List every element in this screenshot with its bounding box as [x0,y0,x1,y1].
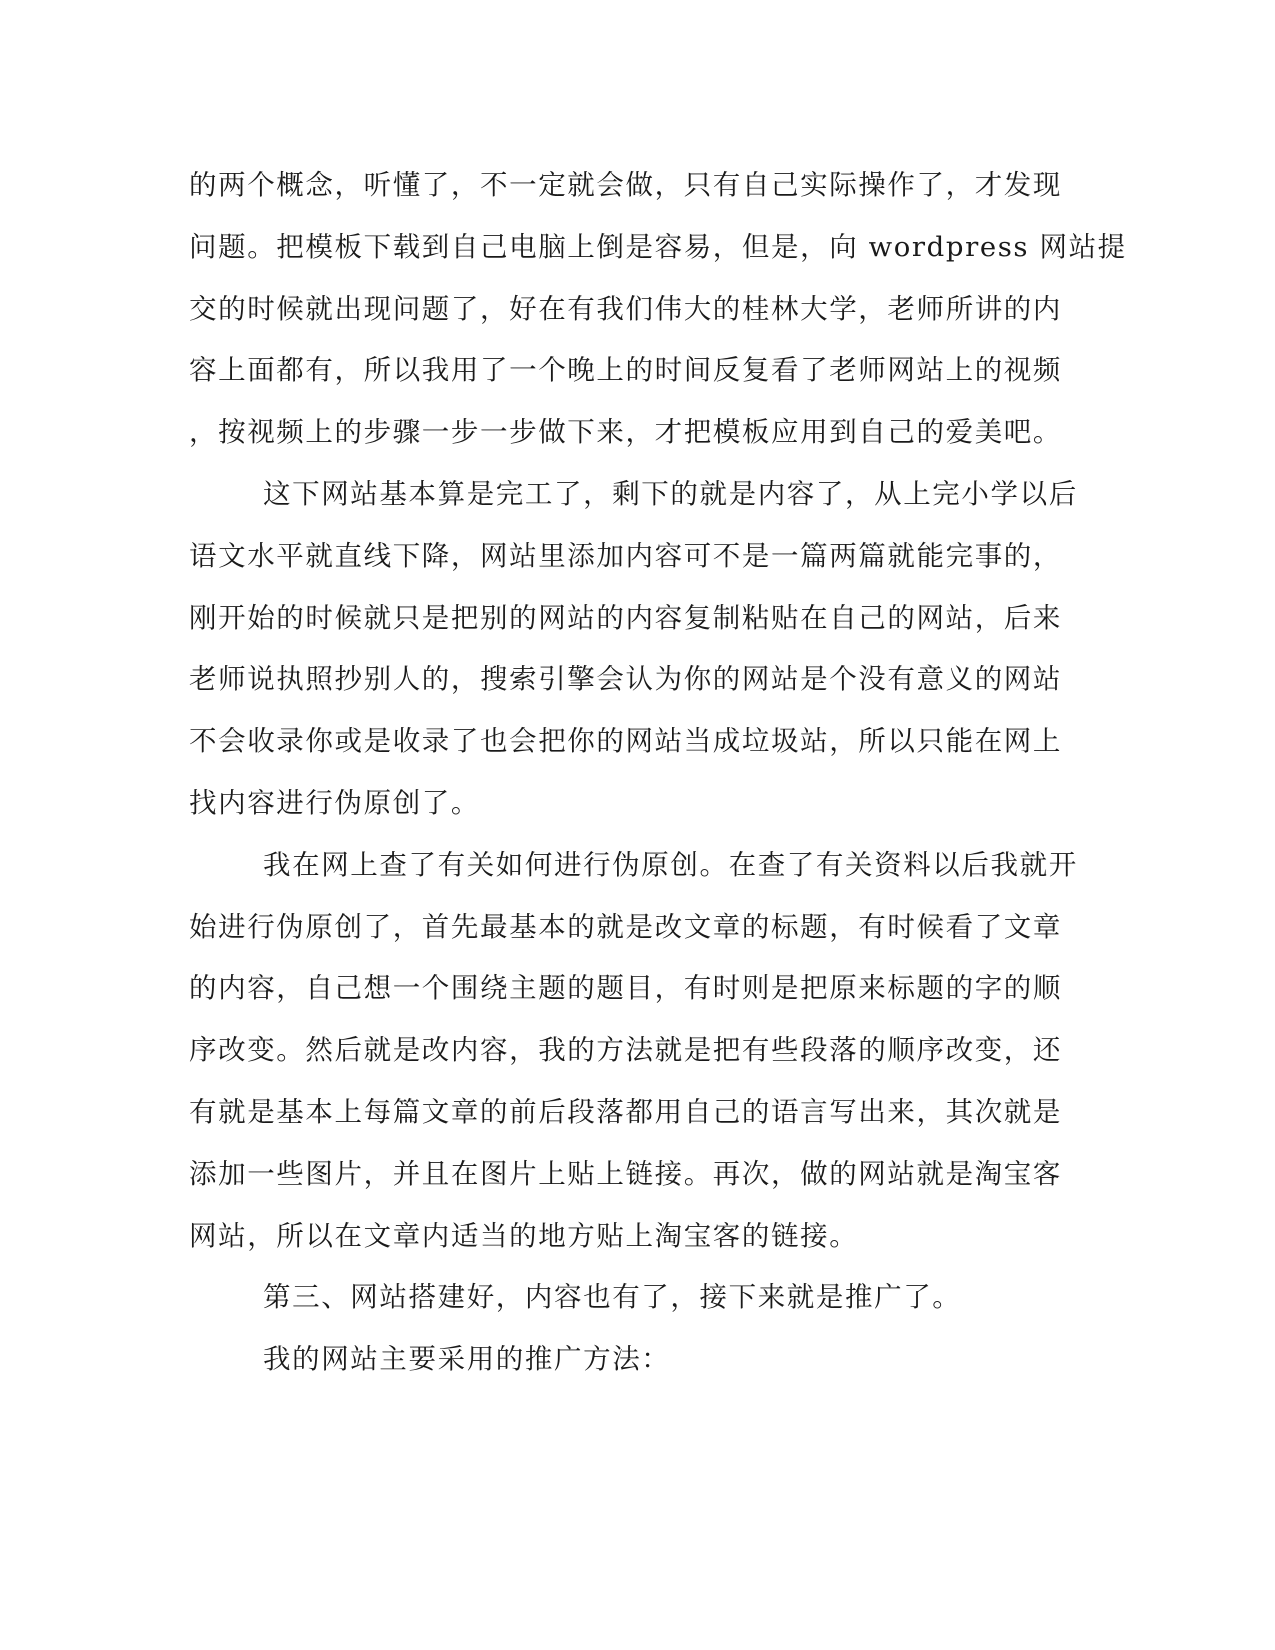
text-line: 序改变。然后就是改内容，我的方法就是把有些段落的顺序改变，还 [189,1034,1062,1067]
text-line: 刚开始的时候就只是把别的网站的内容复制粘贴在自己的网站，后来 [189,601,1062,634]
text-line: ，按视频上的步骤一步一步做下来，才把模板应用到自己的爱美吧。 [189,416,1062,449]
text-line: 添加一些图片，并且在图片上贴上链接。再次，做的网站就是淘宝客 [189,1157,1062,1190]
text-line: 始进行伪原创了，首先最基本的就是改文章的标题，有时候看了文章 [189,910,1062,943]
paragraph-first-line: 我在网上查了有关如何进行伪原创。在查了有关资料以后我就开 [263,848,1078,881]
body-text [189,155,1127,1391]
text-line: 老师说执照抄别人的，搜索引擎会认为你的网站是个没有意义的网站 [189,663,1062,696]
text-line: 交的时候就出现问题了，好在有我们伟大的桂林大学，老师所讲的内 [189,292,1062,325]
text-line: 找内容进行伪原创了。 [189,786,480,819]
text-line: 的两个概念，听懂了，不一定就会做，只有自己实际操作了，才发现 [189,169,1062,201]
paragraph-first-line: 我的网站主要采用的推广方法： [263,1343,671,1376]
paragraph-first-line: 这下网站基本算是完工了，剩下的就是内容了，从上完小学以后 [263,477,1078,510]
text-line: 问题。把模板下载到自己电脑上倒是容易，但是，向 wordpress 网站提 [189,230,1127,263]
text-line: 不会收录你或是收录了也会把你的网站当成垃圾站，所以只能在网上 [189,725,1062,758]
text-line: 有就是基本上每篇文章的前后段落都用自己的语言写出来，其次就是 [189,1095,1062,1128]
text-line: 容上面都有，所以我用了一个晚上的时间反复看了老师网站上的视频 [189,354,1062,387]
text-line: 的内容，自己想一个围绕主题的题目，有时则是把原来标题的字的顺 [189,972,1062,1005]
text-line: 语文水平就直线下降，网站里添加内容可不是一篇两篇就能完事的， [189,539,1062,572]
section-heading-line: 第三、网站搭建好，内容也有了，接下来就是推广了。 [263,1281,962,1314]
text-line: 网站，所以在文章内适当的地方贴上淘宝客的链接。 [189,1219,859,1252]
